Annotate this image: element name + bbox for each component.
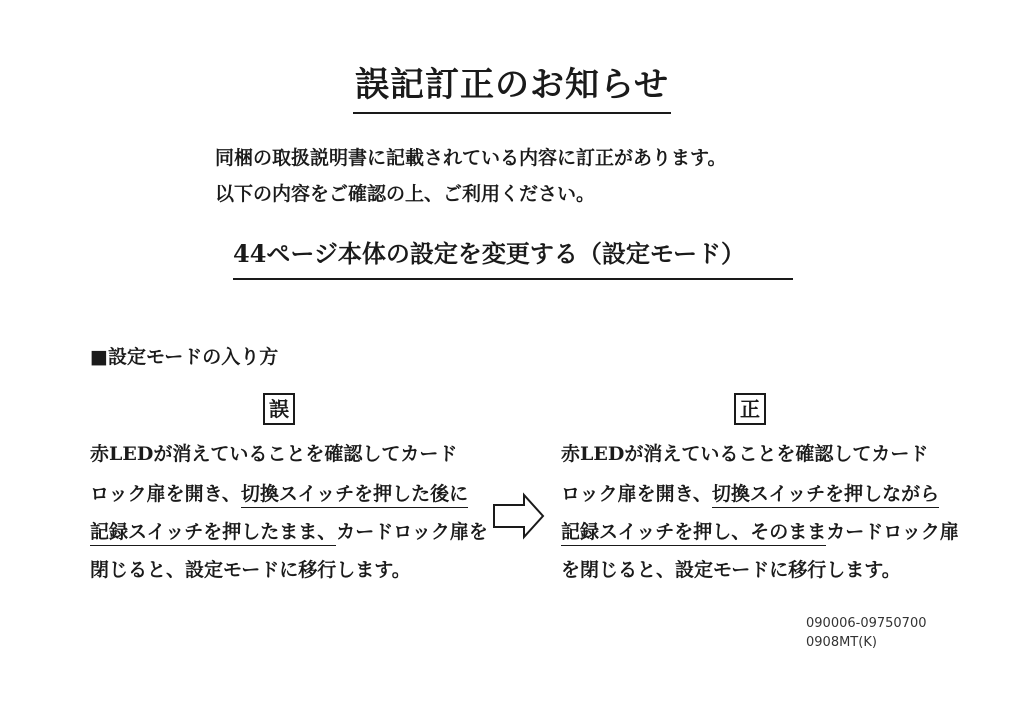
wrong-line-4: 閉じると、設定モードに移行します。 <box>90 559 411 581</box>
correct-paragraph <box>561 441 961 581</box>
wrong-line-2-underlined: 切換スイッチを押した後に <box>241 483 468 508</box>
correct-line-2 <box>561 481 939 507</box>
wrong-line-3-underlined: 記録スイッチを押したまま、 <box>90 521 336 546</box>
wrong-paragraph <box>90 441 490 581</box>
wrong-line-1: 赤LEDが消えていることを確認してカード <box>90 443 458 465</box>
intro-line-1: 同梱の取扱説明書に記載されている内容に訂正があります。 <box>215 147 727 169</box>
correct-line-3-plain: カードロック扉 <box>826 521 959 543</box>
right-arrow-outline-icon <box>492 492 546 540</box>
wrong-line-2-plain: ロック扉を開き、 <box>90 483 241 505</box>
intro-line-2: 以下の内容をご確認の上、ご利用ください。 <box>215 183 596 205</box>
correct-line-2-plain: ロック扉を開き、 <box>561 483 712 505</box>
correct-line-4: を閉じると、設定モードに移行します。 <box>561 559 901 581</box>
correct-label-box: 正 <box>734 393 766 425</box>
wrong-label-box: 誤 <box>263 393 295 425</box>
notice-title-text: 誤記訂正のお知らせ <box>353 62 671 114</box>
subheading: ■設定モードの入り方 <box>90 346 279 368</box>
wrong-line-3-plain: カードロック扉を <box>336 521 488 543</box>
section-title: 44ページ本体の設定を変更する（設定モード） <box>233 236 793 280</box>
correct-line-2-underlined: 切換スイッチを押しながら <box>712 483 939 508</box>
correct-line-3 <box>561 519 959 545</box>
document-code-1: 090006-09750700 <box>806 616 927 631</box>
correct-line-3-underlined: 記録スイッチを押し、そのまま <box>561 521 826 546</box>
wrong-line-2 <box>90 481 468 507</box>
wrong-line-3 <box>90 519 488 545</box>
correct-line-1: 赤LEDが消えていることを確認してカード <box>561 443 929 465</box>
notice-title <box>0 62 1024 114</box>
document-code-2: 0908MT(K) <box>806 635 877 650</box>
